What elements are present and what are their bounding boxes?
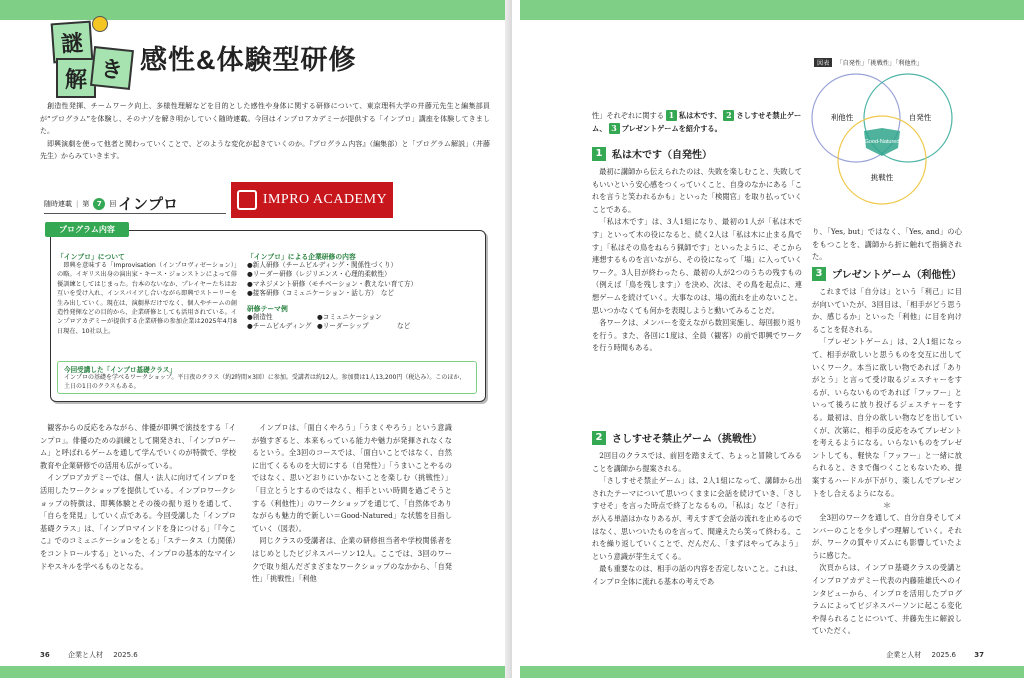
lightbulb-icon bbox=[92, 16, 108, 32]
headline: 感性&体験型研修 bbox=[140, 45, 357, 75]
body-paragraph: 「私は木です」は、3人1組になり、最初の1人が「私は木です」といって木の役になると、続く2人は「私は木に止まる鳥です」「私はその鳥をねらう猟師です」といったように、そこから連想するものを言いながら、その役になって「場」に入っていくワーク。3人目が終わったら、最初の人が2つのうちの残すもの（例えば「鳥を残します」）を決め、次は、その鳥を起点に、連想ゲームを続けていく。大事なのは、場の流れを止めないこと。思いつかなくても何かを表現しようと動いてみることだ。 bbox=[592, 217, 802, 315]
section-number: 3 bbox=[812, 267, 826, 281]
section-title: 私は木です（自発性） bbox=[612, 150, 712, 161]
section-title: さしすせそ禁止ゲーム（挑戦性） bbox=[612, 434, 762, 445]
section-1-body bbox=[592, 166, 802, 355]
body-column-1 bbox=[40, 422, 236, 573]
section-3-heading bbox=[812, 266, 961, 281]
section-title: プレゼントゲーム（利他性） bbox=[832, 270, 962, 281]
body-paragraph: 観客からの反応をみながら、俳優が即興で演技をする「インプロ」。俳優のための訓練として開発され、「インプロゲーム」と呼ばれるゲームを通して学んでいくのが特徴で、学校教育や企業研修での活用も広がっている。 bbox=[40, 423, 236, 470]
title-tile-2: 解 bbox=[56, 58, 96, 98]
badge-3: 3 bbox=[609, 123, 620, 134]
column-4-top bbox=[812, 226, 962, 264]
body-paragraph: 次頁からは、インプロ基礎クラスの受講とインプロアカデミー代表の内藤陸雄氏へのインタビューから、インプロを活用したプログラムによってビジネスパーソンに起こる変化や得られることについて、井藤先生に解説していただく。 bbox=[812, 563, 962, 636]
class-note-body: インプロの基礎を学べるワークショップ。平日夜のクラス（約2時間×3回）に参加。受講者は約12人。参加費は1人13,200円（税込み）。このほか、土日の1日のクラスもある。 bbox=[64, 374, 466, 390]
venn-label-altruism: 利他性 bbox=[830, 113, 854, 122]
intro-text: 性」それぞれに関する bbox=[592, 111, 664, 120]
theme-item: など bbox=[397, 322, 411, 331]
body-column-2 bbox=[252, 422, 452, 586]
series-rule bbox=[44, 213, 226, 214]
class-note-title: 今回受講した「インプロ基礎クラス」 bbox=[64, 366, 176, 374]
bottom-green-band bbox=[520, 666, 1024, 678]
class-note bbox=[57, 361, 477, 394]
section-2-heading bbox=[592, 430, 762, 445]
title-tile-3: き bbox=[90, 46, 134, 90]
footer-date: 2025.6 bbox=[931, 651, 957, 659]
series-tail: 回 bbox=[109, 200, 117, 208]
theme-item: ●チームビルディング bbox=[247, 322, 312, 331]
body-paragraph: 最初に講師から伝えられたのは、失敗を楽しむこと、失敗してもいいという安心感をつくっていくこと、自身のなかにある「これを言うと笑われるかも」といった「検閲官」を取り払っていくことである。 bbox=[592, 167, 802, 214]
footer-magazine: 企業と人材 bbox=[67, 651, 103, 659]
box-left-title: 「インプロ」について bbox=[57, 253, 125, 261]
venn-label-challenge: 挑戦性 bbox=[870, 173, 894, 182]
body-paragraph: インプロアカデミーでは、個人・法人に向けてインプロを活用したワークショップを提供している。インプロワークショップの特徴は、即興体験とその後の振り返りを通して、「自らを発見」していく点である。今回受講した「インプロ基礎クラス」は、「インプロマインドを身につける」「『今ここ』でのコミュニケーションをとる」「ステータス（力関係）をコントロールする」といった、インプロの基本的なマインドやスキルを学べるものとなる。 bbox=[40, 473, 236, 571]
series-label: 随時連載 | 第 7 回 bbox=[44, 200, 117, 208]
section-number: 1 bbox=[592, 147, 606, 161]
page-number: 36 bbox=[40, 651, 50, 659]
training-item: ●マネジメント研修（モチベーション・教えない育て方） bbox=[247, 279, 418, 288]
right-footer bbox=[886, 650, 984, 660]
body-paragraph: 全3回のワークを通して、自分自身そしてメンバーのことを少しずつ理解していく。それが、ワークの質やリズムにも影響していたように感じた。 bbox=[812, 513, 962, 560]
footer-magazine: 企業と人材 bbox=[886, 651, 922, 659]
training-item: ●新人研修（チームビルディング・関係性づくり） bbox=[247, 261, 398, 269]
box-right-column bbox=[247, 251, 479, 331]
figure-label: 図表 bbox=[814, 58, 832, 67]
body-paragraph: これまでは「自分は」という「利己」に目が向いていたが、3回目は、「相手がどう思うか、感じるか」といった「利他」に目を向けることを促される。 bbox=[812, 287, 962, 334]
venn-label-spontaneity: 自発性 bbox=[908, 113, 932, 122]
bottom-green-band bbox=[0, 666, 512, 678]
logo-mark-icon bbox=[237, 190, 257, 210]
intro-text: 私は木です、 bbox=[678, 111, 722, 120]
intro-line bbox=[592, 110, 802, 135]
series-label-text: 随時連載 bbox=[44, 200, 72, 208]
footer-date: 2025.6 bbox=[113, 651, 138, 659]
body-paragraph: 2回目のクラスでは、前回を踏まえて、ちょっと冒険してみることを講師から提案される。 bbox=[592, 451, 802, 473]
theme-item: ●リーダーシップ bbox=[317, 322, 369, 331]
section-1-heading bbox=[592, 146, 712, 161]
box-right-title: 「インプロ」による企業研修の内容 bbox=[247, 253, 356, 261]
body-paragraph: 「プレゼントゲーム」は、2人1組になって、相手が欲しいと思うものを交互に出していくワーク。本当に欲しい物であれば「ありがとう」と言って受け取るジェスチャーをするが、いらないものであれば「フッフー」といって後ろに放り投げるジェスチャーをする。最初は、自分の欲しい物などを出していくが、次第に、相手の反応をみてプレゼントを考えるようになる。いらないものをプレゼントしても、軽快な「フッフー」と一緒に放られると、さまで傷つくこともないため、提案するハードルが下がり、楽しんでプレゼントをし合えるようになる。 bbox=[812, 337, 962, 498]
body-paragraph: り、「Yes, but」ではなく、「Yes, and」の心をもつことを、講師から折に触れて指摘された。 bbox=[812, 227, 962, 262]
lead-text bbox=[40, 100, 490, 163]
badge-2: 2 bbox=[723, 110, 734, 121]
box-left-body: 即興を意味する「Improvisation（インプロヴィゼーション）」の略。イギリス出身の演出家・キース・ジョンストンによって俳優訓練としてはじまった。台本のないなか、プレイヤーたちはお互いを受け入れ、インスパイアし合いながら即興でストーリーを生み出していく。現在は、演劇界だけでなく、個人やチームの創造性発揮などの目的から、企業研修としても活用されている。インプロアカデミーが提供する企業研修の参加企業は2025年4月8日現在、10社以上。 bbox=[57, 262, 237, 335]
section-3-body bbox=[812, 286, 962, 638]
intro-text: プレゼントゲームを紹介する。 bbox=[621, 123, 722, 133]
section-divider-star: ＊ bbox=[883, 501, 891, 511]
right-page bbox=[512, 0, 1024, 678]
title-tile-1: 謎 bbox=[51, 21, 94, 64]
top-green-band bbox=[520, 0, 1024, 20]
theme-item: ●コミュニケーション bbox=[317, 312, 382, 321]
body-paragraph: 各ワークは、メンバーを変えながら数回実施し、毎回振り返りを行う。また、各回に1度は、全員（観客）の前で即興でワークを行う時間もある。 bbox=[592, 318, 802, 353]
series-number: 7 bbox=[93, 198, 105, 210]
body-paragraph: 最も重要なのは、相手の話の内容を否定しないこと。これは、インプロ全体に流れる基本の考えであ bbox=[592, 564, 802, 586]
left-footer bbox=[40, 650, 138, 660]
venn-center-label: Good-Natured bbox=[864, 139, 900, 145]
badge-1: 1 bbox=[666, 110, 677, 121]
training-item: ●接客研修（コミュニケーション・話し方） など bbox=[247, 289, 395, 298]
lead-paragraph-2: 即興演劇を使って他者と関わっていくことで、どのような変化が起きていくのか。『プログラム内容』（編集部）と「プログラム解説」（井藤先生）からみていきます。 bbox=[40, 139, 490, 160]
training-item: ●リーダー研修（レジリエンス・心理的柔軟性） bbox=[247, 270, 391, 279]
body-paragraph: インプロは、「面白くやろう」「うまくやろう」という意識が強すぎると、本来もっている能力や魅力が発揮されなくなるという。全3回のコースでは、「面白いことではなく、自然に出てくるものを大切にする（自発性）」「うまいことやるのではなく、思いどおりにいかないことを楽しむ（挑戦性）」「目立とうとするのではなく、相手といい時間を過ごそうとする（利他性）」のワークショップを通じて、「自然体でありながらも魅力的で新しい＝Good-Natured」な状態を目指していく（図表）。 bbox=[252, 423, 452, 533]
box-left-column bbox=[57, 251, 237, 336]
figure-caption bbox=[814, 58, 923, 67]
program-tab: プログラム内容 bbox=[45, 222, 129, 237]
logo-text: IMPRO ACADEMY bbox=[262, 192, 388, 207]
figure-caption-text: 「自発性」「挑戦性」「利他性」 bbox=[836, 60, 923, 67]
lead-paragraph-1: 創造性発揮、チームワーク向上、多様性理解などを目的とした感性や身体に関する研修について、東京理科大学の井藤元先生と編集部員が“プログラム”を体験し、そのナゾを解き明かしていく随時連載。今回はインプロアカデミーが提供する「インプロ」講座を体験してきました。 bbox=[40, 102, 490, 135]
theme-item: ●創造性 bbox=[247, 312, 273, 321]
top-green-band bbox=[0, 0, 512, 20]
program-box bbox=[50, 225, 486, 402]
section-2-body bbox=[592, 450, 802, 589]
body-paragraph: 「さしすせそ禁止ゲーム」は、2人1組になって、講師から出されたテーマについて思いつくままに会話を続けていき、「さしすせそ」を言った時点で終了となるもの。「私は」など「さ行」が入る単語はかなりあるが、考えすぎて会話の流れを止めるのではなく、思いついたものを言って、間違えたら笑って終わる。これを繰り返していくことで、だんだん、「まずはやってみよう」という意識が芽生えてくる。 bbox=[592, 476, 802, 561]
impro-academy-logo bbox=[231, 182, 393, 218]
section-number: 2 bbox=[592, 431, 606, 445]
theme-grid bbox=[247, 313, 479, 332]
intro-text: さしすせそ禁止ゲーム、 bbox=[592, 111, 802, 133]
page-number: 37 bbox=[974, 651, 984, 659]
series-title: インプロ bbox=[118, 196, 179, 213]
venn-diagram bbox=[808, 68, 958, 208]
body-paragraph: 同じクラスの受講者は、企業の研修担当者や学校関係者をはじめとしたビジネスパーソン12人。ここでは、3回のワークで取り組んだざまざまなワークショップのなかから、「自発性」「挑戦性」「利他 bbox=[252, 536, 452, 584]
theme-title: 研修テーマ例 bbox=[247, 304, 288, 313]
